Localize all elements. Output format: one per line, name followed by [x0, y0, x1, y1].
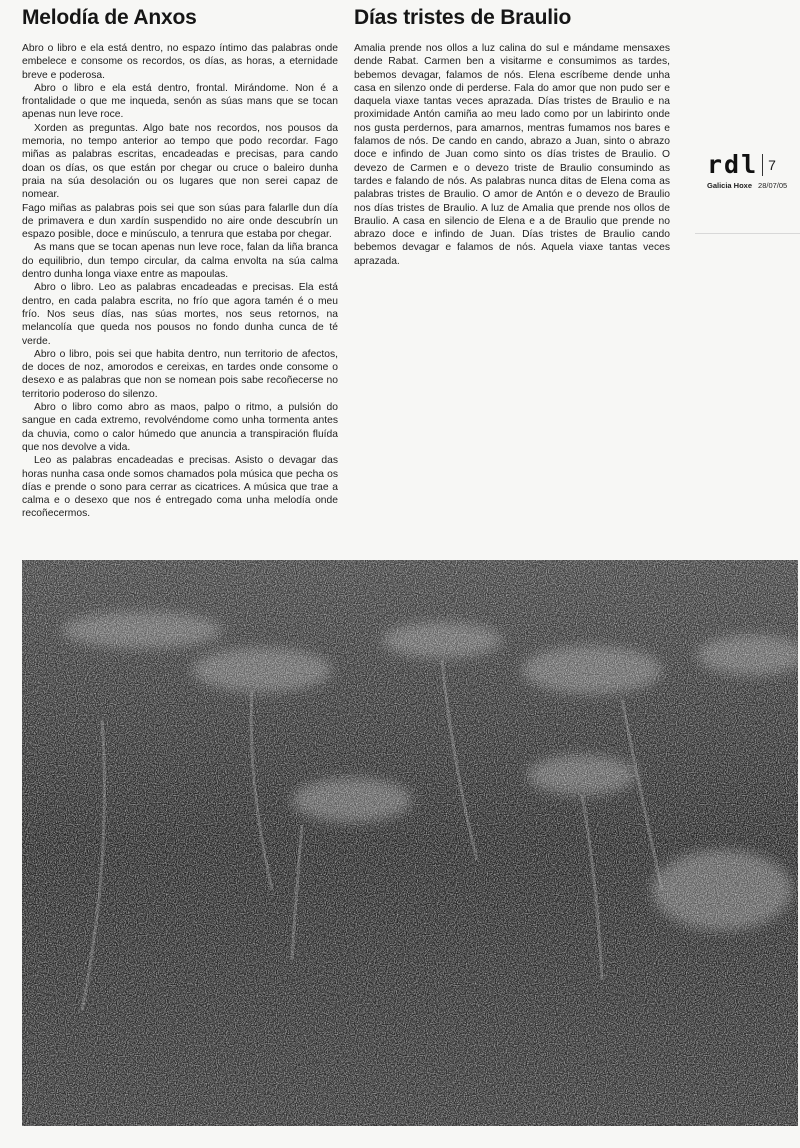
- publication-date: 28/07/05: [758, 181, 788, 190]
- right-article: [354, 6, 670, 268]
- right-article-title: Días tristes de Braulio: [354, 6, 572, 29]
- left-paragraph-9: Leo as palabras encadeadas e precisas. Asisto o devagar das horas nunha casa onde somos chamados pola música que pecha os días e prende o sono para cerrar as cicatrices. A música que trae a calma e o desexo que nos é entregado coma unha melodía onde recoñecermos.: [22, 455, 338, 520]
- rdl-logo: rdl: [707, 150, 759, 179]
- left-paragraph-7: Abro o libro, pois sei que habita dentro, nun territorio de afectos, de doces de noz, amorodos e cereixas, en tardes onde consome o desexo e as palabras que non se nomean pois sabe recoñecerse no territorio poderoso do silenzo.: [22, 348, 338, 400]
- left-paragraph-6: Abro o libro. Leo as palabras encadeadas e precisas. Ela está dentro, en cada palabra escrita, no frío que agora tamén é o meu frío. Nos seus días, nas súas mortes, nos seus retornos, na melancolía que queda nos pousos no fondo dunha cunca de té verde.: [22, 282, 338, 347]
- left-paragraph-2: Abro o libro e ela está dentro, frontal. Mirándome. Non é a frontalidade o que me inqueda, senón as súas mans que se tocan apenas nun leve roce.: [22, 82, 338, 121]
- masthead: [707, 152, 799, 190]
- masthead-divider: [762, 154, 763, 176]
- left-article-title: Melodía de Anxos: [22, 6, 197, 29]
- publication-name: Galicia Hoxe: [707, 181, 753, 190]
- sand-photograph: [22, 560, 798, 1126]
- right-paragraph-1: Amalia prende nos ollos a luz calina do sul e mándame mensaxes dende Rabat. Carmen ben a visitarme e consumimos as tardes, bebemos devagar, falamos de nós. Elena escríbeme dende unha casa en silenzo onde di perderse. Fala do amor que non pudo ser e daquela viaxe tantas veces aprazada. Días tristes de Braulio e na proximidade Antón camiña ao meu lado como por un labirinto onde nos gusta perdernos, para amarnos, mentras fumamos nos bares e falamos de nós. De cando en cando, abrazo a Juan, sinto o abrazo doce e infindo de Juan como sinto os días tristes de Braulio. O devezo de Carmen e o devezo triste de Braulio consumindo as tardes e falando de nós. As palabras nunca ditas de Elena coma as palabras tristes de Braulio. O amor de Antón e o devezo de Braulio nos días tristes de Braulio. A luz de Amalia que prende nos ollos de Braulio. A casa en silencio de Elena e a de Braulio que prende no abrazo doce e infindo de Juan. Días tristes de Braulio cando bebemos devagar e falamos de nós. Aquela viaxe tantas veces aprazada.: [354, 43, 670, 267]
- left-paragraph-8: Abro o libro como abro as maos, palpo o ritmo, a pulsión do sangue en cada extremo, revolvéndome como unha tormenta antes da chuvia, como o calor húmedo que anuncia a transpiración fluída que nos devolve a vida.: [22, 402, 338, 453]
- left-paragraph-3: Xorden as preguntas. Algo bate nos recordos, nos pousos da memoria, no tempo anterior ao tempo que podo recordar. Fago miñas as palabras escritas, encadeadas e precisas, para cando doan os días, os que están por chegar ou cruce o baleiro dunha praia na súa desolación ou os lugares que non serei capaz de nomear.: [22, 122, 338, 201]
- left-paragraph-4: Fago miñas as palabras pois sei que son súas para falarlle dun día de primavera e dun xardín suspendido no aire onde descubrín un espazo posible, doce e minúsculo, a tenrura que estaba por chegar.: [22, 202, 338, 241]
- page-number: 7: [768, 157, 776, 173]
- left-article: [22, 6, 338, 521]
- sand-texture-image: [22, 560, 798, 1126]
- left-paragraph-5: As mans que se tocan apenas nun leve roce, falan da liña branca do equilibrio, dun tempo circular, da calma envolta na súa calma dentro dunha longa viaxe entre as mapoulas.: [22, 242, 338, 281]
- left-paragraph-1: Abro o libro e ela está dentro, no espazo íntimo das palabras onde embelece e consome os recordos, os días, as horas, a eternidade breve e poderosa.: [22, 43, 338, 81]
- masthead-rule: [695, 233, 800, 234]
